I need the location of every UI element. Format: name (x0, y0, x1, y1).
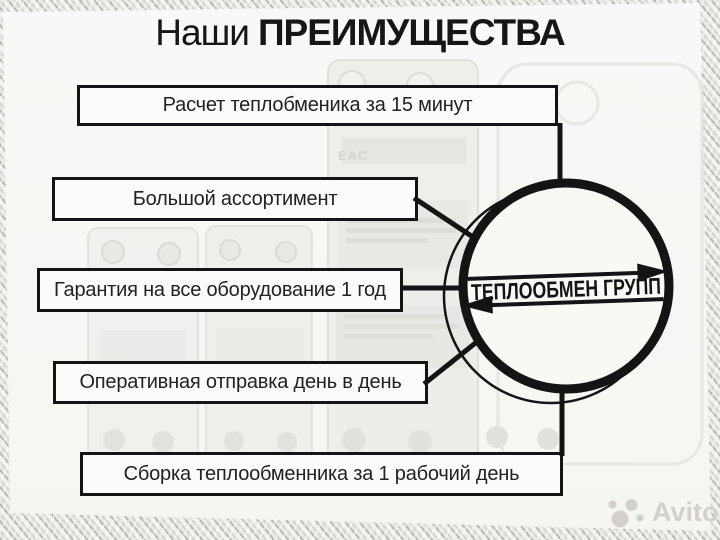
bg-sticker-line (344, 324, 460, 329)
advantage-label: Большой ассортимент (132, 187, 338, 210)
title-regular: Наши (155, 12, 249, 53)
bg-port (220, 240, 240, 260)
advantage-box-assortment (52, 177, 418, 221)
bg-sticker-line (344, 314, 444, 319)
bg-port (103, 429, 125, 451)
advantage-label: Оперативная отправка день в день (79, 371, 402, 393)
bg-sticker-line (346, 228, 456, 233)
bg-port (152, 431, 174, 453)
bg-port (158, 243, 180, 265)
advantage-box-calculation (77, 85, 558, 126)
advantage-box-assembly (80, 452, 563, 496)
advantage-box-warranty (37, 268, 403, 312)
advantage-box-shipping (53, 361, 428, 404)
bg-port (102, 241, 124, 263)
bg-sticker-line (344, 334, 434, 339)
avito-logo-icon (603, 494, 649, 530)
advantage-label: Сборка теплообменника за 1 рабочий день (123, 462, 520, 485)
bg-port (342, 428, 366, 452)
bg-port (408, 430, 432, 454)
advantage-label: Гарантия на все оборудование 1 год (54, 278, 386, 301)
logo-text: ТЕПЛООБМЕН ГРУПП (470, 270, 719, 306)
bg-port (276, 242, 296, 262)
bg-port (224, 431, 244, 451)
title-bold: ПРЕИМУЩЕСТВА (257, 12, 565, 53)
bg-port (537, 428, 559, 450)
bg-port (277, 432, 297, 452)
avito-wordmark: Avito (652, 497, 719, 527)
bg-sticker-line (346, 238, 428, 243)
bg-eac-mark: EAC (338, 148, 369, 163)
avito-watermark (603, 494, 719, 530)
advantage-label: Расчет теплобменика за 15 минут (162, 94, 473, 116)
page-title (0, 12, 720, 54)
bg-port (556, 82, 598, 124)
bg-port (486, 426, 508, 448)
